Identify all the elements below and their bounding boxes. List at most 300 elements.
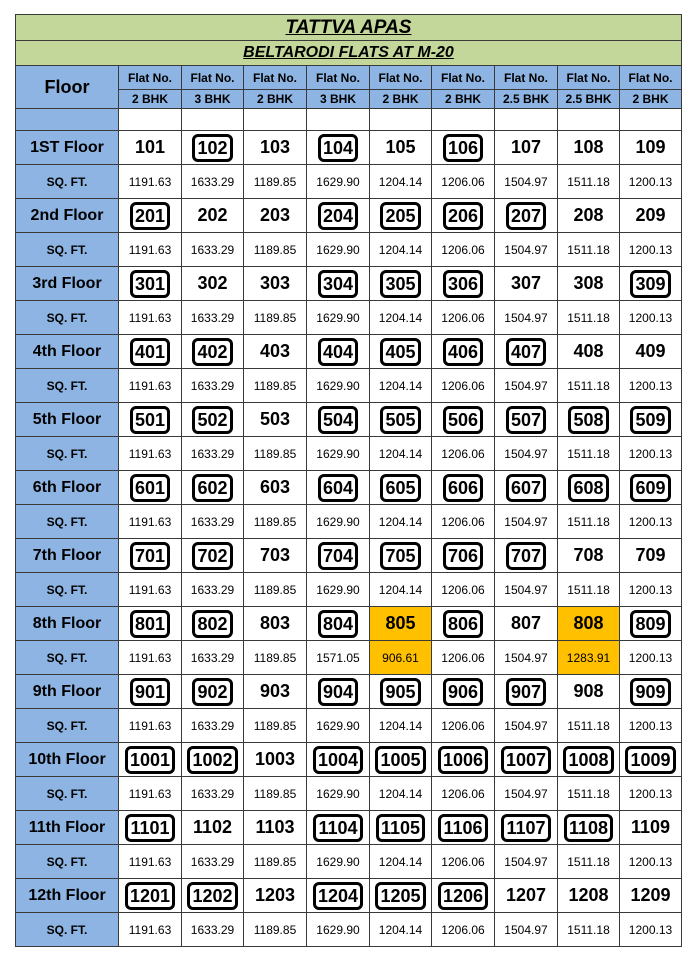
flat-number: 503	[259, 409, 291, 429]
sqft-value: 1206.06	[432, 913, 495, 947]
sqft-value: 1200.13	[620, 573, 682, 607]
sqft-value: 1511.18	[558, 845, 620, 879]
sqft-value: 1633.29	[182, 641, 244, 675]
flat-number-cell	[244, 811, 307, 845]
sqft-value: 1204.14	[370, 165, 432, 199]
flat-number: 1103	[255, 817, 295, 837]
boxed-flat-number: 809	[630, 610, 670, 638]
sqft-value: 1206.06	[432, 301, 495, 335]
flat-number: 603	[259, 477, 291, 497]
floor-label: 9th Floor	[16, 675, 119, 709]
flat-no-header: Flat No.	[244, 66, 307, 90]
flat-number-cell	[307, 403, 370, 437]
flat-number: 109	[635, 137, 666, 157]
boxed-flat-number: 1106	[438, 814, 487, 842]
boxed-flat-number: 902	[192, 678, 232, 706]
sqft-value: 1206.06	[432, 777, 495, 811]
boxed-flat-number: 305	[380, 270, 420, 298]
flat-number-cell	[432, 471, 495, 505]
bhk-type-header: 3 BHK	[182, 90, 244, 109]
sqft-value: 1204.14	[370, 913, 432, 947]
flat-number-cell	[307, 607, 370, 641]
sqft-value: 1633.29	[182, 573, 244, 607]
flat-no-header: Flat No.	[620, 66, 682, 90]
sqft-value: 1504.97	[495, 505, 558, 539]
sqft-value: 1200.13	[620, 777, 682, 811]
flat-number-cell	[432, 607, 495, 641]
sqft-value: 1511.18	[558, 369, 620, 403]
sqft-value: 1191.63	[119, 641, 182, 675]
boxed-flat-number: 801	[130, 610, 170, 638]
flat-number-cell	[432, 267, 495, 301]
flat-number-cell	[307, 743, 370, 777]
flat-number: 903	[259, 681, 291, 701]
flat-number-cell	[432, 539, 495, 573]
flat-number-cell	[244, 675, 307, 709]
flat-number-cell	[119, 403, 182, 437]
flat-number: 908	[573, 681, 604, 701]
flat-number: 1203	[254, 885, 296, 905]
sqft-value: 1629.90	[307, 709, 370, 743]
flat-number-cell	[370, 403, 432, 437]
boxed-flat-number: 905	[380, 678, 420, 706]
boxed-flat-number: 502	[192, 406, 232, 434]
boxed-flat-number: 701	[130, 542, 170, 570]
flat-number-cell	[119, 607, 182, 641]
flat-number: 703	[259, 545, 291, 565]
flat-number-cell	[244, 335, 307, 369]
sqft-value: 1204.14	[370, 437, 432, 471]
boxed-flat-number: 104	[318, 134, 358, 162]
boxed-flat-number: 1007	[501, 746, 551, 774]
sqft-value: 1633.29	[182, 233, 244, 267]
floor-label: 10th Floor	[16, 743, 119, 777]
flat-number-cell	[558, 607, 620, 641]
sqft-label: SQ. FT.	[16, 301, 119, 335]
boxed-flat-number: 904	[318, 678, 358, 706]
sqft-value: 1504.97	[495, 165, 558, 199]
flat-number: 202	[197, 205, 228, 225]
flat-number-cell	[370, 335, 432, 369]
sqft-label: SQ. FT.	[16, 845, 119, 879]
boxed-flat-number: 405	[380, 338, 420, 366]
sqft-value: 1191.63	[119, 165, 182, 199]
boxed-flat-number: 1004	[313, 746, 363, 774]
flat-no-header: Flat No.	[370, 66, 432, 90]
flat-number-cell	[495, 879, 558, 913]
sqft-value: 1200.13	[620, 913, 682, 947]
flat-number-cell	[119, 267, 182, 301]
sqft-value: 1504.97	[495, 709, 558, 743]
boxed-flat-number: 309	[630, 270, 670, 298]
flat-number-cell	[558, 675, 620, 709]
flat-number-cell	[432, 879, 495, 913]
floor-label: 8th Floor	[16, 607, 119, 641]
sqft-value: 1189.85	[244, 301, 307, 335]
flat-number-cell	[495, 267, 558, 301]
sqft-label: SQ. FT.	[16, 573, 119, 607]
sqft-value: 1204.14	[370, 777, 432, 811]
boxed-flat-number: 802	[192, 610, 232, 638]
flat-no-header: Flat No.	[495, 66, 558, 90]
sqft-label: SQ. FT.	[16, 165, 119, 199]
boxed-flat-number: 1002	[187, 746, 237, 774]
sqft-value: 1511.18	[558, 437, 620, 471]
sqft-value: 1189.85	[244, 573, 307, 607]
sqft-value: 1633.29	[182, 437, 244, 471]
flat-number-cell	[119, 199, 182, 233]
area-row	[16, 913, 682, 947]
sqft-value: 1511.18	[558, 709, 620, 743]
flat-number-cell	[432, 743, 495, 777]
floor-label: 12th Floor	[16, 879, 119, 913]
sqft-value: 1189.85	[244, 233, 307, 267]
sqft-value: 1283.91	[558, 641, 620, 675]
flat-number: 408	[573, 341, 604, 361]
bhk-type-header: 3 BHK	[307, 90, 370, 109]
sqft-value: 1629.90	[307, 369, 370, 403]
flat-number-cell	[558, 743, 620, 777]
boxed-flat-number: 1206	[438, 882, 488, 910]
boxed-flat-number: 1008	[563, 746, 613, 774]
sqft-label: SQ. FT.	[16, 913, 119, 947]
boxed-flat-number: 406	[443, 338, 483, 366]
sqft-value: 1511.18	[558, 165, 620, 199]
boxed-flat-number: 706	[443, 542, 483, 570]
flat-number: 1003	[254, 749, 296, 769]
flat-number-cell	[307, 879, 370, 913]
flat-number-cell	[495, 539, 558, 573]
sqft-value: 1189.85	[244, 845, 307, 879]
sqft-value: 906.61	[370, 641, 432, 675]
sqft-value: 1189.85	[244, 369, 307, 403]
sqft-value: 1629.90	[307, 233, 370, 267]
flat-number: 803	[259, 613, 291, 633]
boxed-flat-number: 607	[506, 474, 546, 502]
boxed-flat-number: 404	[318, 338, 358, 366]
flat-number-cell	[182, 335, 244, 369]
flat-number-cell	[495, 403, 558, 437]
flat-number-cell	[370, 675, 432, 709]
boxed-flat-number: 207	[506, 202, 546, 230]
area-row	[16, 505, 682, 539]
sqft-value: 1504.97	[495, 301, 558, 335]
boxed-flat-number: 1205	[375, 882, 425, 910]
sqft-value: 1200.13	[620, 641, 682, 675]
boxed-flat-number: 702	[192, 542, 232, 570]
sqft-value: 1200.13	[620, 845, 682, 879]
sqft-value: 1206.06	[432, 369, 495, 403]
floor-row	[16, 267, 682, 301]
bhk-type-header: 2.5 BHK	[495, 90, 558, 109]
sqft-value: 1511.18	[558, 777, 620, 811]
sqft-value: 1191.63	[119, 777, 182, 811]
boxed-flat-number: 506	[443, 406, 483, 434]
sqft-value: 1633.29	[182, 301, 244, 335]
flat-number: 101	[134, 137, 166, 157]
flat-no-header: Flat No.	[558, 66, 620, 90]
blank-cell	[370, 109, 432, 131]
boxed-flat-number: 705	[380, 542, 420, 570]
sqft-label: SQ. FT.	[16, 709, 119, 743]
sqft-value: 1204.14	[370, 301, 432, 335]
flat-number-cell	[307, 199, 370, 233]
area-row	[16, 845, 682, 879]
flat-number: 708	[573, 545, 604, 565]
flat-number-cell	[119, 743, 182, 777]
bhk-type-header: 2 BHK	[119, 90, 182, 109]
blank-cell	[495, 109, 558, 131]
floor-row	[16, 607, 682, 641]
flat-number-cell	[182, 607, 244, 641]
flat-number-cell	[244, 471, 307, 505]
area-row	[16, 301, 682, 335]
sqft-value: 1629.90	[307, 845, 370, 879]
sqft-value: 1504.97	[495, 233, 558, 267]
flat-no-header: Flat No.	[432, 66, 495, 90]
boxed-flat-number: 509	[630, 406, 670, 434]
sqft-value: 1206.06	[432, 573, 495, 607]
sqft-value: 1206.06	[432, 165, 495, 199]
flat-number-cell	[244, 267, 307, 301]
flat-number-cell	[558, 403, 620, 437]
sqft-value: 1511.18	[558, 505, 620, 539]
boxed-flat-number: 1006	[438, 746, 488, 774]
boxed-flat-number: 1105	[376, 814, 425, 842]
sqft-value: 1504.97	[495, 641, 558, 675]
flat-number-cell	[620, 199, 682, 233]
sqft-value: 1511.18	[558, 233, 620, 267]
sqft-value: 1504.97	[495, 573, 558, 607]
flat-number-cell	[432, 335, 495, 369]
flat-number-cell	[307, 267, 370, 301]
sqft-value: 1629.90	[307, 165, 370, 199]
boxed-flat-number: 304	[318, 270, 358, 298]
floor-label: 2nd Floor	[16, 199, 119, 233]
sqft-value: 1633.29	[182, 165, 244, 199]
flat-number-cell	[370, 471, 432, 505]
boxed-flat-number: 606	[443, 474, 483, 502]
boxed-flat-number: 604	[318, 474, 358, 502]
sqft-value: 1200.13	[620, 505, 682, 539]
flat-number-cell	[495, 199, 558, 233]
flat-no-header: Flat No.	[182, 66, 244, 90]
sqft-value: 1629.90	[307, 777, 370, 811]
sqft-value: 1204.14	[370, 845, 432, 879]
flat-number-cell	[495, 131, 558, 165]
flat-number-cell	[495, 811, 558, 845]
area-row	[16, 573, 682, 607]
sheet-title: TATTVA APAS	[16, 15, 682, 41]
flat-number-cell	[182, 675, 244, 709]
bhk-type-header: 2 BHK	[370, 90, 432, 109]
boxed-flat-number: 804	[318, 610, 358, 638]
floor-row	[16, 131, 682, 165]
flat-number-cell	[620, 675, 682, 709]
sqft-value: 1189.85	[244, 913, 307, 947]
flat-number: 302	[197, 273, 228, 293]
sqft-label: SQ. FT.	[16, 437, 119, 471]
flat-number-cell	[558, 267, 620, 301]
flat-number: 807	[510, 613, 542, 633]
sqft-value: 1633.29	[182, 913, 244, 947]
sqft-value: 1204.14	[370, 505, 432, 539]
flat-number-cell	[620, 335, 682, 369]
flat-number-cell	[620, 539, 682, 573]
flat-number-cell	[370, 131, 432, 165]
floor-label: 11th Floor	[16, 811, 119, 845]
flat-number-cell	[620, 811, 682, 845]
flat-number-cell	[119, 131, 182, 165]
boxed-flat-number: 609	[630, 474, 670, 502]
boxed-flat-number: 102	[192, 134, 232, 162]
flat-number-cell	[119, 879, 182, 913]
flat-number-cell	[307, 131, 370, 165]
flat-number-cell	[370, 607, 432, 641]
flat-number-cell	[558, 879, 620, 913]
flat-number-cell	[244, 403, 307, 437]
area-row	[16, 777, 682, 811]
flat-number-cell	[495, 743, 558, 777]
blank-cell	[307, 109, 370, 131]
flat-number-cell	[620, 471, 682, 505]
flat-number-cell	[370, 199, 432, 233]
floor-label: 7th Floor	[16, 539, 119, 573]
sqft-value: 1504.97	[495, 913, 558, 947]
sqft-value: 1204.14	[370, 573, 432, 607]
sqft-label: SQ. FT.	[16, 777, 119, 811]
boxed-flat-number: 1001	[125, 746, 175, 774]
boxed-flat-number: 501	[130, 406, 170, 434]
flat-number-cell	[307, 811, 370, 845]
flat-number-cell	[182, 879, 244, 913]
boxed-flat-number: 1204	[313, 882, 363, 910]
sqft-value: 1204.14	[370, 233, 432, 267]
sqft-value: 1629.90	[307, 913, 370, 947]
sqft-value: 1189.85	[244, 437, 307, 471]
flat-number: 203	[259, 205, 291, 225]
flat-number-cell	[119, 811, 182, 845]
blank-cell	[244, 109, 307, 131]
blank-cell	[432, 109, 495, 131]
flat-number-cell	[370, 811, 432, 845]
flat-number: 1102	[192, 817, 233, 837]
boxed-flat-number: 1101	[125, 814, 174, 842]
sqft-value: 1191.63	[119, 573, 182, 607]
sqft-label: SQ. FT.	[16, 505, 119, 539]
flat-number: 105	[385, 137, 416, 157]
sqft-value: 1504.97	[495, 777, 558, 811]
floor-row	[16, 539, 682, 573]
area-row	[16, 369, 682, 403]
sqft-value: 1204.14	[370, 709, 432, 743]
sqft-value: 1191.63	[119, 233, 182, 267]
flat-number: 709	[635, 545, 666, 565]
flat-number-cell	[620, 267, 682, 301]
floor-row	[16, 471, 682, 505]
sqft-value: 1633.29	[182, 777, 244, 811]
boxed-flat-number: 901	[130, 678, 170, 706]
sqft-value: 1191.63	[119, 505, 182, 539]
sqft-value: 1633.29	[182, 369, 244, 403]
flat-number-cell	[307, 471, 370, 505]
sqft-value: 1633.29	[182, 709, 244, 743]
boxed-flat-number: 407	[506, 338, 546, 366]
sqft-value: 1629.90	[307, 573, 370, 607]
boxed-flat-number: 605	[380, 474, 420, 502]
sqft-value: 1629.90	[307, 437, 370, 471]
floor-row	[16, 335, 682, 369]
boxed-flat-number: 306	[443, 270, 483, 298]
flat-number-cell	[495, 607, 558, 641]
floor-row	[16, 879, 682, 913]
flat-number-cell	[370, 267, 432, 301]
flat-number-cell	[244, 131, 307, 165]
sqft-value: 1189.85	[244, 165, 307, 199]
flat-number: 103	[259, 137, 291, 157]
floor-label: 5th Floor	[16, 403, 119, 437]
flat-number: 808	[573, 613, 604, 633]
boxed-flat-number: 301	[130, 270, 170, 298]
blank-cell	[558, 109, 620, 131]
flat-number-cell	[307, 675, 370, 709]
sqft-value: 1189.85	[244, 777, 307, 811]
flat-number-cell	[558, 471, 620, 505]
flat-number-cell	[558, 811, 620, 845]
flat-number-cell	[495, 471, 558, 505]
boxed-flat-number: 909	[630, 678, 670, 706]
blank-label-cell	[16, 109, 119, 131]
flat-number-cell	[432, 811, 495, 845]
flat-number-cell	[495, 335, 558, 369]
sqft-value: 1189.85	[244, 505, 307, 539]
floor-row	[16, 811, 682, 845]
flat-number-cell	[620, 403, 682, 437]
flat-number-cell	[558, 335, 620, 369]
flat-number: 805	[385, 613, 416, 633]
sqft-value: 1504.97	[495, 369, 558, 403]
flat-number-cell	[182, 199, 244, 233]
sqft-value: 1629.90	[307, 505, 370, 539]
flat-number-cell	[558, 539, 620, 573]
sqft-label: SQ. FT.	[16, 641, 119, 675]
floor-label: 6th Floor	[16, 471, 119, 505]
bhk-type-header: 2 BHK	[620, 90, 682, 109]
flat-number-cell	[244, 743, 307, 777]
sqft-value: 1206.06	[432, 709, 495, 743]
boxed-flat-number: 1108	[564, 814, 613, 842]
bhk-type-header: 2.5 BHK	[558, 90, 620, 109]
flat-number-cell	[432, 675, 495, 709]
sqft-value: 1200.13	[620, 369, 682, 403]
floor-row	[16, 403, 682, 437]
boxed-flat-number: 608	[568, 474, 608, 502]
sqft-value: 1204.14	[370, 369, 432, 403]
flat-number-cell	[244, 607, 307, 641]
sqft-value: 1200.13	[620, 233, 682, 267]
flat-number: 307	[510, 273, 542, 293]
boxed-flat-number: 205	[380, 202, 420, 230]
sqft-value: 1629.90	[307, 301, 370, 335]
sqft-label: SQ. FT.	[16, 233, 119, 267]
flat-number-cell	[119, 675, 182, 709]
sqft-value: 1511.18	[558, 913, 620, 947]
flat-number: 209	[635, 205, 666, 225]
bhk-type-header: 2 BHK	[432, 90, 495, 109]
boxed-flat-number: 601	[130, 474, 170, 502]
area-row	[16, 165, 682, 199]
flat-number-cell	[370, 879, 432, 913]
